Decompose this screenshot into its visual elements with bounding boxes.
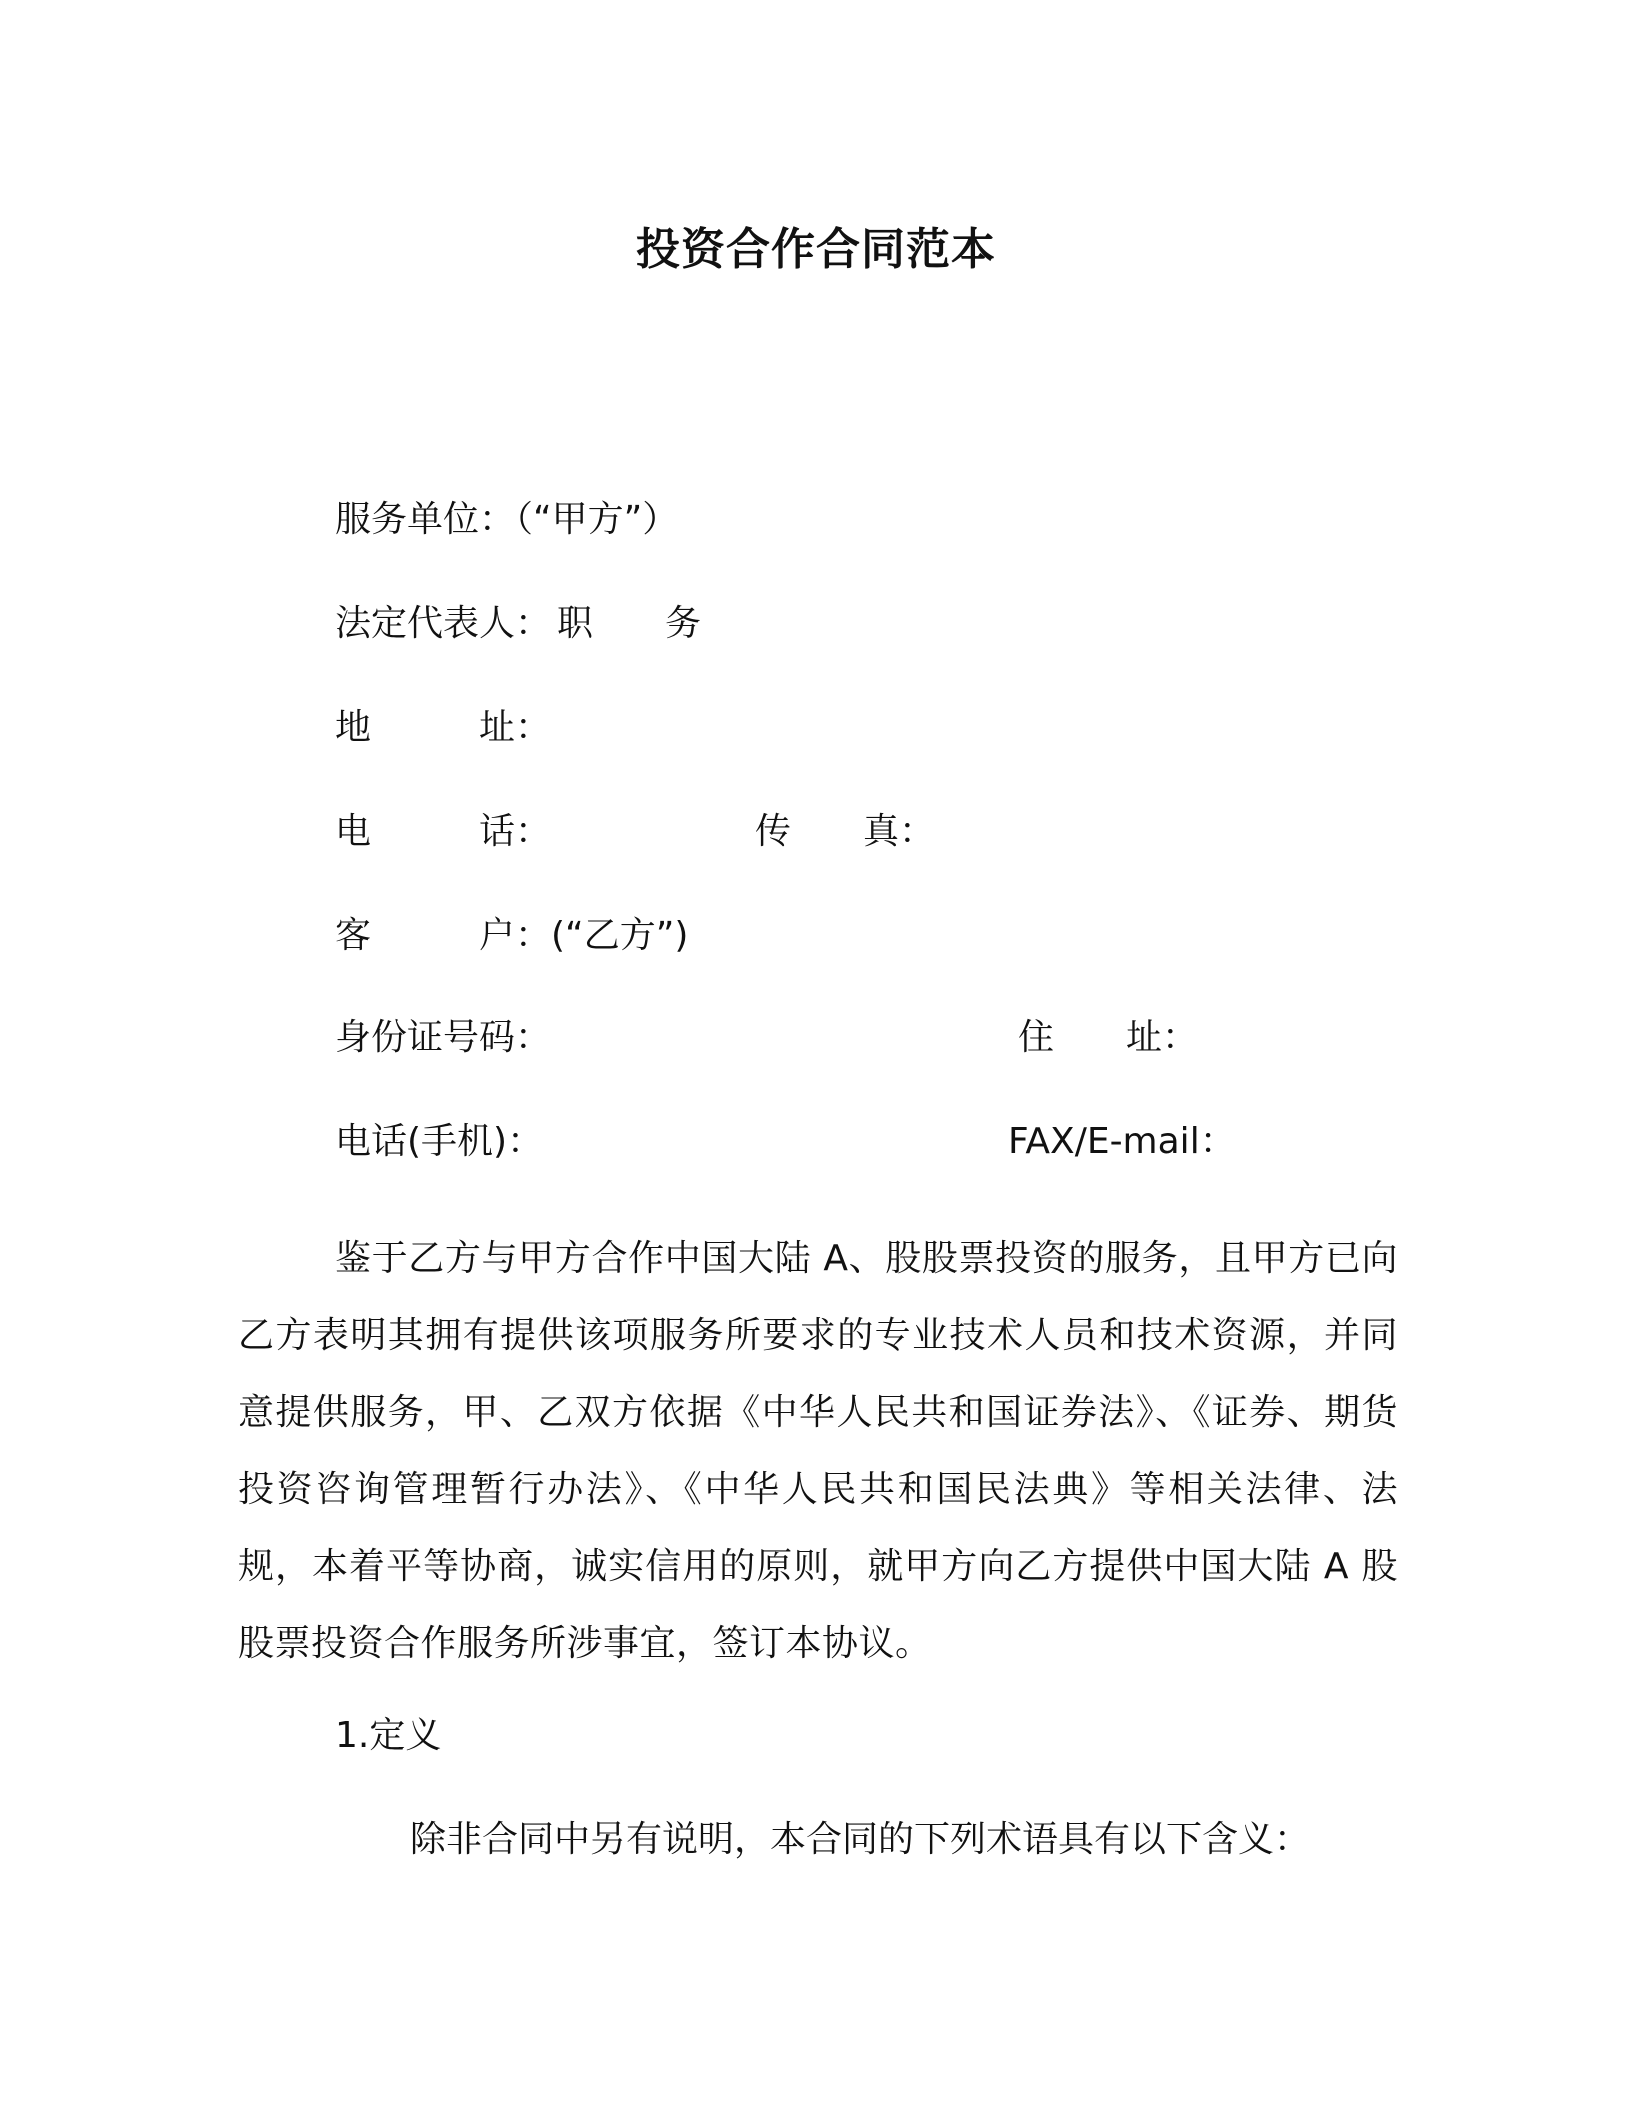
party-b-id-label: 身份证号码： — [335, 1017, 552, 1058]
section-intro: 除非合同中另有说明，本合同的下列术语具有以下含义： — [410, 1819, 1311, 1860]
party-a-unit-label: 服务单位：（“甲方”） — [335, 499, 679, 540]
party-b-client-label: 客 户：(“乙方”) — [335, 915, 689, 956]
party-a-representative-label: 法定代表人： — [335, 603, 552, 644]
party-b-residence-label: 住 址： — [1018, 1017, 1199, 1058]
section-heading: 1.定义 — [335, 1715, 442, 1756]
document-title: 投资合作合同范本 — [636, 224, 996, 275]
party-b-fax-email-label: FAX/E-mail： — [1008, 1121, 1236, 1162]
party-a-phone-label: 电 话： — [335, 811, 552, 852]
preamble-paragraph: 鉴于乙方与甲方合作中国大陆 A、股股票投资的服务，且甲方已向乙方表明其拥有提供该项服务所要求的专业技术人员和技术资源，并同意提供服务，甲、乙双方依据《中华人民共和国证券法》、《证券、期货投资咨询管理暂行办法》、《中华人民共和国民法典》等相关法律、法规，本着平等协商，诚实信用的原则，就甲方向乙方提供中国大陆 A 股股票投资合作服务所涉事宜，签订本协议。 — [238, 1238, 1398, 1664]
party-a-fax-label: 传 真： — [755, 811, 936, 852]
party-a-address-label: 地 址： — [335, 707, 552, 748]
party-a-position-label: 职 务 — [557, 603, 702, 644]
party-b-mobile-label: 电话(手机)： — [335, 1121, 544, 1162]
